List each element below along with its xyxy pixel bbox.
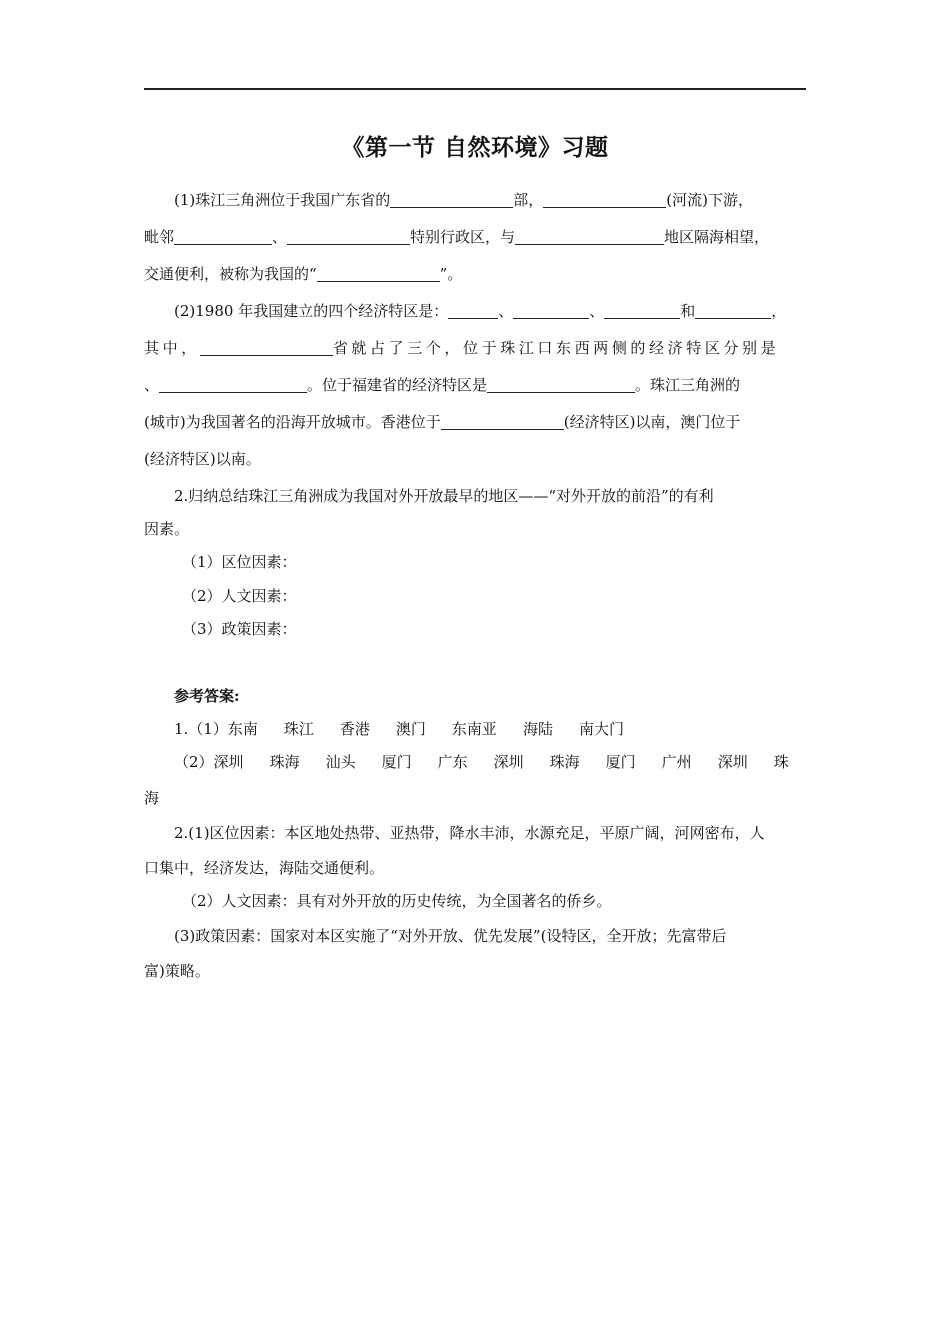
text: (2)1980 年我国建立的四个经济特区是： xyxy=(174,302,449,320)
text: 、 xyxy=(272,228,288,246)
answer-blank[interactable] xyxy=(441,411,564,430)
answer-item: 珠 xyxy=(773,753,789,771)
answer-b-line3: （2）人文因素：具有对外开放的历史传统，为全国著名的侨乡。 xyxy=(182,892,612,910)
answer-item: 深圳 xyxy=(213,753,244,771)
text: 1.（1） xyxy=(174,720,228,738)
answer-blank[interactable] xyxy=(543,189,666,208)
text: 地区隔海相望， xyxy=(664,228,770,246)
answer-item: 厦门 xyxy=(381,753,412,771)
text: ， xyxy=(771,302,787,320)
answer-blank[interactable] xyxy=(159,374,307,393)
answer-item: 广东 xyxy=(437,753,468,771)
answer-blank[interactable] xyxy=(317,263,440,282)
answer-item: 海陆 xyxy=(522,720,553,738)
q1-part2-line5: (经济特区)以南。 xyxy=(144,450,261,468)
answer-item: 香港 xyxy=(339,720,370,738)
q2-item-culture: （2）人文因素： xyxy=(182,587,297,605)
q1-part2-line4 xyxy=(144,407,814,437)
text: 部， xyxy=(513,191,544,209)
answer-item: 珠江 xyxy=(283,720,314,738)
page-title: 《第一节 自然环境》习题 xyxy=(341,134,609,161)
text: 、 xyxy=(144,376,160,394)
answer-blank[interactable] xyxy=(174,226,272,245)
answer-item: 东南 xyxy=(227,720,258,738)
text: 。位于福建省的经济特区是 xyxy=(307,376,488,394)
answer-b-line4: (3)政策因素：国家对本区实施了“对外开放、优先发展”(设特区，全开放；先富带后 xyxy=(174,927,727,945)
answers-heading: 参考答案: xyxy=(174,687,240,705)
answer-b-line1: 2.(1)区位因素：本区地处热带、亚热带，降水丰沛，水源充足，平原广阔，河网密布，人 xyxy=(174,824,765,842)
q1-part1-line3 xyxy=(144,259,814,289)
answer-b-line5: 富)策略。 xyxy=(144,962,210,980)
q2-item-location: （1）区位因素： xyxy=(182,553,297,571)
answer-item: 南大门 xyxy=(578,720,624,738)
text: 、 xyxy=(498,302,514,320)
answer-2-line xyxy=(144,747,814,777)
text: 毗邻 xyxy=(144,228,175,246)
answer-blank[interactable] xyxy=(487,374,635,393)
text: ”。 xyxy=(439,265,463,283)
text: 和 xyxy=(680,302,696,320)
text: (1)珠江三角洲位于我国广东省的 xyxy=(174,191,391,209)
answer-item: 东南亚 xyxy=(451,720,497,738)
text: 。珠江三角洲的 xyxy=(635,376,741,394)
answer-blank[interactable] xyxy=(200,337,333,356)
text: 交通便利，被称为我国的“ xyxy=(144,265,317,283)
q1-part2-line2 xyxy=(144,333,814,363)
text: (经济特区)以南，澳门位于 xyxy=(563,413,741,431)
answer-item: 深圳 xyxy=(717,753,748,771)
answer-blank[interactable] xyxy=(513,300,589,319)
q2-line2: 因素。 xyxy=(144,520,190,538)
q1-part1-line2 xyxy=(144,222,814,252)
answer-blank[interactable] xyxy=(604,300,680,319)
answer-item: 珠海 xyxy=(269,753,300,771)
answer-blank[interactable] xyxy=(448,300,498,319)
answer-blank[interactable] xyxy=(695,300,771,319)
q1-part2-line3 xyxy=(144,370,814,400)
answer-1-line xyxy=(144,714,844,744)
answer-item: 珠海 xyxy=(549,753,580,771)
answer-b-line2: 口集中，经济发达，海陆交通便利。 xyxy=(144,859,385,877)
text: 特别行政区，与 xyxy=(410,228,516,246)
answer-item: 汕头 xyxy=(325,753,356,771)
q1-part2-line1 xyxy=(144,296,844,326)
text: （2） xyxy=(174,753,214,771)
text: 省就占了三个，位于珠江口东西两侧的经济特区分别是 xyxy=(332,339,780,357)
text: (河流)下游， xyxy=(666,191,753,209)
answer-item: 厦门 xyxy=(605,753,636,771)
answer-blank[interactable] xyxy=(287,226,410,245)
answer-item: 深圳 xyxy=(493,753,524,771)
text: (城市)为我国著名的沿海开放城市。香港位于 xyxy=(144,413,441,431)
text: 其中， xyxy=(144,339,200,357)
header-rule xyxy=(144,88,806,90)
answer-2-tail: 海 xyxy=(144,789,160,807)
answer-item: 广州 xyxy=(661,753,692,771)
answer-blank[interactable] xyxy=(515,226,664,245)
q2-item-policy: （3）政策因素： xyxy=(182,620,297,638)
q1-part1-line1 xyxy=(144,185,844,215)
answer-blank[interactable] xyxy=(390,189,513,208)
answer-item: 澳门 xyxy=(395,720,426,738)
q2-line1: 2.归纳总结珠江三角洲成为我国对外开放最早的地区——“对外开放的前沿”的有利 xyxy=(174,487,714,505)
text: 、 xyxy=(589,302,605,320)
